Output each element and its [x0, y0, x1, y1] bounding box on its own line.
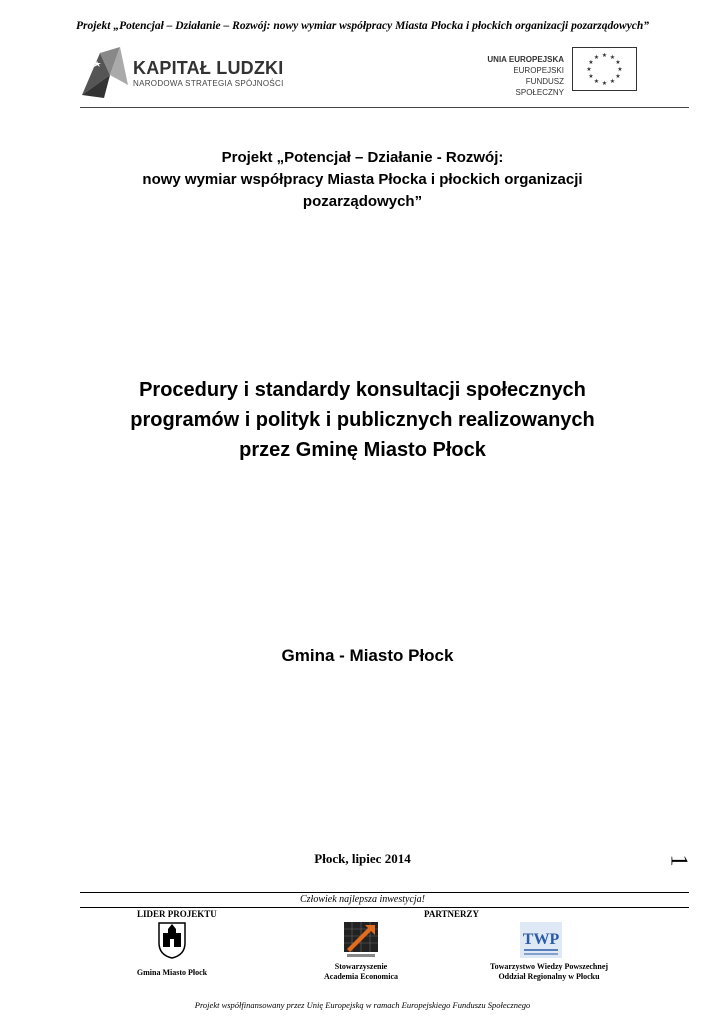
partner2-name: [474, 962, 624, 982]
partner1-name: [306, 962, 416, 982]
lider-label: LIDER PROJEKTU: [137, 909, 217, 919]
svg-text:★: ★: [588, 59, 594, 66]
eu-flag-icon: [572, 47, 637, 91]
project-title: [60, 147, 665, 213]
svg-text:TWP: TWP: [522, 931, 560, 948]
footer-divider-top: [80, 892, 689, 893]
partner2-name-line2: Oddział Regionalny w Płocku: [498, 972, 600, 981]
partner1-name-line2: Academia Economica: [324, 972, 398, 981]
svg-text:★: ★: [617, 66, 623, 73]
svg-text:★: ★: [601, 52, 608, 59]
place-date: Płock, lipiec 2014: [314, 851, 411, 866]
svg-text:★: ★: [593, 54, 600, 61]
kapital-ludzki-logo: [80, 45, 132, 100]
running-header: Projekt „Potencjał – Działanie – Rozwój: nowy wymiar współpracy Miasta Płocka i płockich organizacji pozarządowych”: [75, 20, 650, 32]
document-title-line2: programów i polityk i publicznych realizowanych: [130, 409, 595, 431]
svg-text:★: ★: [609, 54, 616, 61]
cofinancing-note: Projekt współfinansowany przez Unię Europejską w ramach Europejskiego Funduszu Społecznego: [194, 1000, 531, 1010]
project-title-line2: nowy wymiar współpracy Miasta Płocka i płockich organizacji: [142, 171, 583, 188]
eu-label: [476, 54, 564, 98]
eu-label-line1: UNIA EUROPEJSKA: [487, 55, 564, 64]
partner2-name-line1: Towarzystwo Wiedzy Powszechnej: [489, 962, 609, 971]
project-title-line1: Projekt „Potencjał – Działanie - Rozwój:: [221, 149, 504, 166]
eu-label-line3: FUNDUSZ SPOŁECZNY: [515, 77, 564, 97]
lider-name: Gmina Miasto Płock: [136, 968, 208, 977]
svg-text:★: ★: [588, 73, 594, 80]
svg-text:★: ★: [615, 73, 621, 80]
svg-text:★: ★: [593, 78, 600, 85]
document-title-line3: przez Gminę Miasto Płock: [239, 439, 486, 461]
partner1-name-line1: Stowarzyszenie: [334, 962, 388, 971]
eu-label-line2: EUROPEJSKI: [513, 66, 564, 75]
document-title-line1: Procedury i standardy konsultacji społecznych: [139, 379, 586, 401]
header-divider: [80, 107, 689, 108]
svg-text:★: ★: [601, 80, 608, 87]
slogan: Człowiek najlepsza inwestycja!: [300, 894, 425, 905]
author: Gmina - Miasto Płock: [281, 646, 454, 665]
academia-economica-logo: [343, 921, 379, 959]
svg-text:★: ★: [609, 78, 616, 85]
document-title: [60, 375, 665, 465]
kapital-ludzki-title: KAPITAŁ LUDZKI: [133, 58, 284, 78]
plock-coat-of-arms-icon: [157, 921, 187, 959]
svg-text:★: ★: [586, 66, 592, 73]
twp-logo: [518, 920, 564, 960]
footer-divider-bottom: [80, 907, 689, 908]
project-title-line3: pozarządowych”: [302, 193, 423, 210]
svg-text:★: ★: [615, 59, 621, 66]
kapital-ludzki-subtitle: NARODOWA STRATEGIA SPÓJNOŚCI: [133, 79, 284, 88]
partnerzy-label: PARTNERZY: [424, 909, 480, 919]
page-number: 1: [665, 854, 692, 867]
